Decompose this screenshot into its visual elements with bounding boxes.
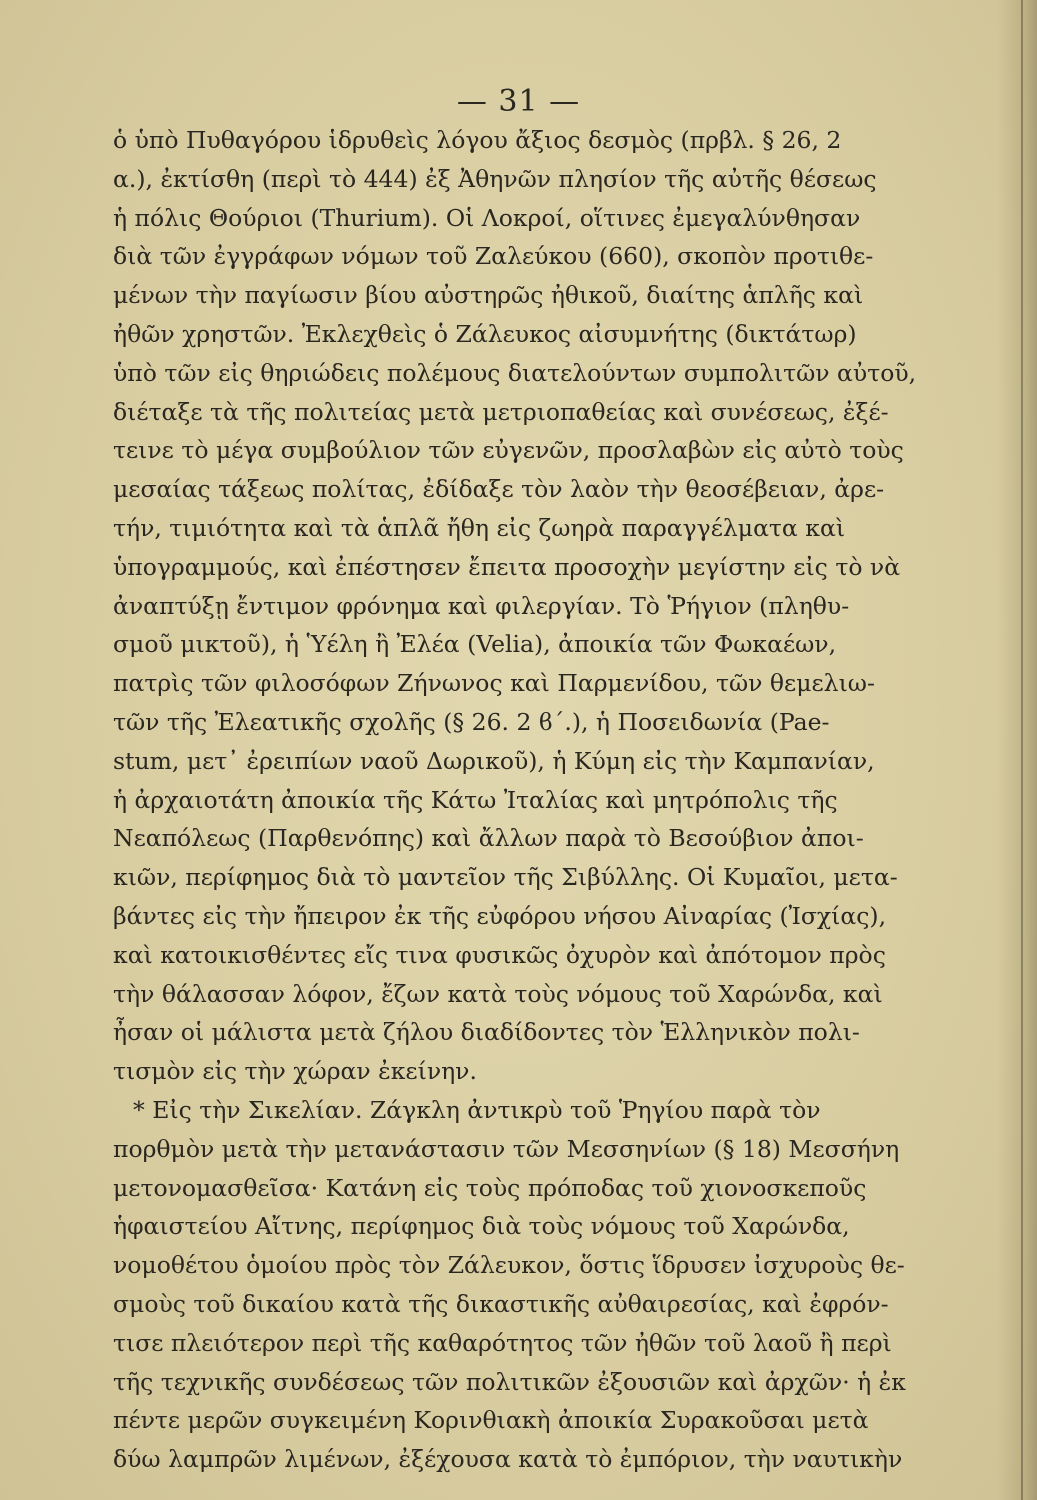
text-line: βάντες εἰς τὴν ἤπειρον ἐκ τῆς εὐφόρου νήσου Αἰναρίας (Ἰσχίας), [113,902,887,930]
text-line: καὶ κατοικισθέντες εἴς τινα φυσικῶς ὀχυρὸν καὶ ἀπότομον πρὸς [113,940,886,969]
text-line: ὁ ὑπὸ Πυθαγόρου ἱδρυθεὶς λόγου ἄξιος δεσμὸς (πρβλ. § 26, 2 [113,126,842,154]
text-line: ἡφαιστείου Αἴτνης, περίφημος διὰ τοὺς νόμους τοῦ Χαρώνδα, [113,1212,850,1241]
text-line: δύω λαμπρῶν λιμένων, ἐξέχουσα κατὰ τὸ ἐμπόριον, τὴν ναυτικὴν [113,1445,903,1474]
text-line: ὑπὸ τῶν εἰς θηριώδεις πολέμους διατελούντων συμπολιτῶν αὐτοῦ, [113,358,917,387]
text-line: πορθμὸν μετὰ τὴν μετανάστασιν τῶν Μεσσηνίων (§ 18) Μεσσήνη [113,1134,900,1163]
text-line: τῶν τῆς Ἐλεατικῆς σχολῆς (§ 26. 2 ϐ΄.), ἡ Ποσειδωνία (Pae- [113,708,830,736]
text-line: ἠθῶν χρηστῶν. Ἐκλεχθεὶς ὁ Ζάλευκος αἰσυμνήτης (δικτάτωρ) [113,320,857,348]
text-line: διέταξε τὰ τῆς πολιτείας μετὰ μετριοπαθείας καὶ συνέσεως, ἐξέ- [113,397,889,426]
text-line: Νεαπόλεως (Παρθενόπης) καὶ ἄλλων παρὰ τὸ Βεσούβιον ἀποι- [113,824,864,853]
text-line: σμοῦ μικτοῦ), ἡ Ὑέλη ἢ Ἐλέα (Velia), ἀποικία τῶν Φωκαέων, [113,630,837,659]
text-line: ἡ πόλις Θούριοι (Thurium). Οἱ Λοκροί, οἵτινες ἐμεγαλύνθησαν [113,203,861,232]
text-line: διὰ τῶν ἐγγράφων νόμων τοῦ Ζαλεύκου (660), σκοπὸν προτιθε- [113,242,874,271]
page-edge [1021,0,1023,1500]
text-line: ἡ ἀρχαιοτάτη ἀποικία τῆς Κάτω Ἰταλίας καὶ μητρόπολις τῆς [113,785,838,814]
text-line: μετονομασθεῖσα· Κατάνη εἰς τοὺς πρόποδας τοῦ χιονοσκεποῦς [113,1173,867,1202]
text-line: πατρὶς τῶν φιλοσόφων Ζήνωνος καὶ Παρμενίδου, τῶν θεμελιω- [113,669,875,698]
text-line: τήν, τιμιότητα καὶ τὰ ἁπλᾶ ἤθη εἰς ζωηρὰ παραγγέλματα καὶ [113,514,846,542]
text-line: τὴν θάλασσαν λόφον, ἔζων κατὰ τοὺς νόμους τοῦ Χαρώνδα, καὶ [113,979,883,1008]
text-line: ἦσαν οἱ μάλιστα μετὰ ζήλου διαδίδοντες τὸν Ἑλληνικὸν πολι- [113,1018,860,1047]
text-line: νομοθέτου ὁμοίου πρὸς τὸν Ζάλευκον, ὅστις ἵδρυσεν ἰσχυροὺς θε- [113,1251,905,1280]
text-line: τισμὸν εἰς τὴν χώραν ἐκείνην. [113,1057,477,1086]
text-line: ἀναπτύξῃ ἔντιμον φρόνημα καὶ φιλεργίαν. Τὸ Ῥήγιον (πληθυ- [113,591,850,620]
text-line: τεινε τὸ μέγα συμβούλιον τῶν εὐγενῶν, προσλαβὼν εἰς αὐτὸ τοὺς [113,436,904,465]
text-line: κιῶν, περίφημος διὰ τὸ μαντεῖον τῆς Σιβύλλης. Οἱ Κυμαῖοι, μετα- [113,863,898,892]
text-line: α.), ἐκτίσθη (περὶ τὸ 444) ἐξ Ἀθηνῶν πλησίον τῆς αὐτῆς θέσεως [113,164,877,193]
page-fold-shadow [997,0,1037,1500]
text-line: σμοὺς τοῦ δικαίου κατὰ τῆς δικαστικῆς αὐθαιρεσίας, καὶ ἐφρόν- [113,1290,889,1318]
page-number: — 31 — [456,84,581,119]
text-line: μένων τὴν παγίωσιν βίου αὐστηρῶς ἠθικοῦ, διαίτης ἁπλῆς καὶ [113,281,864,310]
text-line: ὑπογραμμούς, καὶ ἐπέστησεν ἔπειτα προσοχὴν μεγίστην εἰς τὸ νὰ [113,552,901,581]
text-line: stum, μετ᾽ ἐρειπίων ναοῦ Δωρικοῦ), ἡ Κύμη εἰς τὴν Καμπανίαν, [113,746,875,775]
text-line: μεσαίας τάξεως πολίτας, ἐδίδαξε τὸν λαὸν τὴν θεοσέβειαν, ἀρε- [113,475,885,504]
text-line: πέντε μερῶν συγκειμένη Κορινθιακὴ ἀποικία Συρακοῦσαι μετὰ [113,1406,869,1435]
text-line: τῆς τεχνικῆς συνδέσεως τῶν πολιτικῶν ἐξουσιῶν καὶ ἀρχῶν· ἡ ἐκ [113,1367,906,1396]
text-line: * Εἰς τὴν Σικελίαν. Ζάγκλη ἀντικρὺ τοῦ Ῥηγίου παρὰ τὸν [133,1096,821,1124]
text-line: τισε πλειότερον περὶ τῆς καθαρότητος τῶν ἠθῶν τοῦ λαοῦ ἢ περὶ [113,1328,892,1357]
